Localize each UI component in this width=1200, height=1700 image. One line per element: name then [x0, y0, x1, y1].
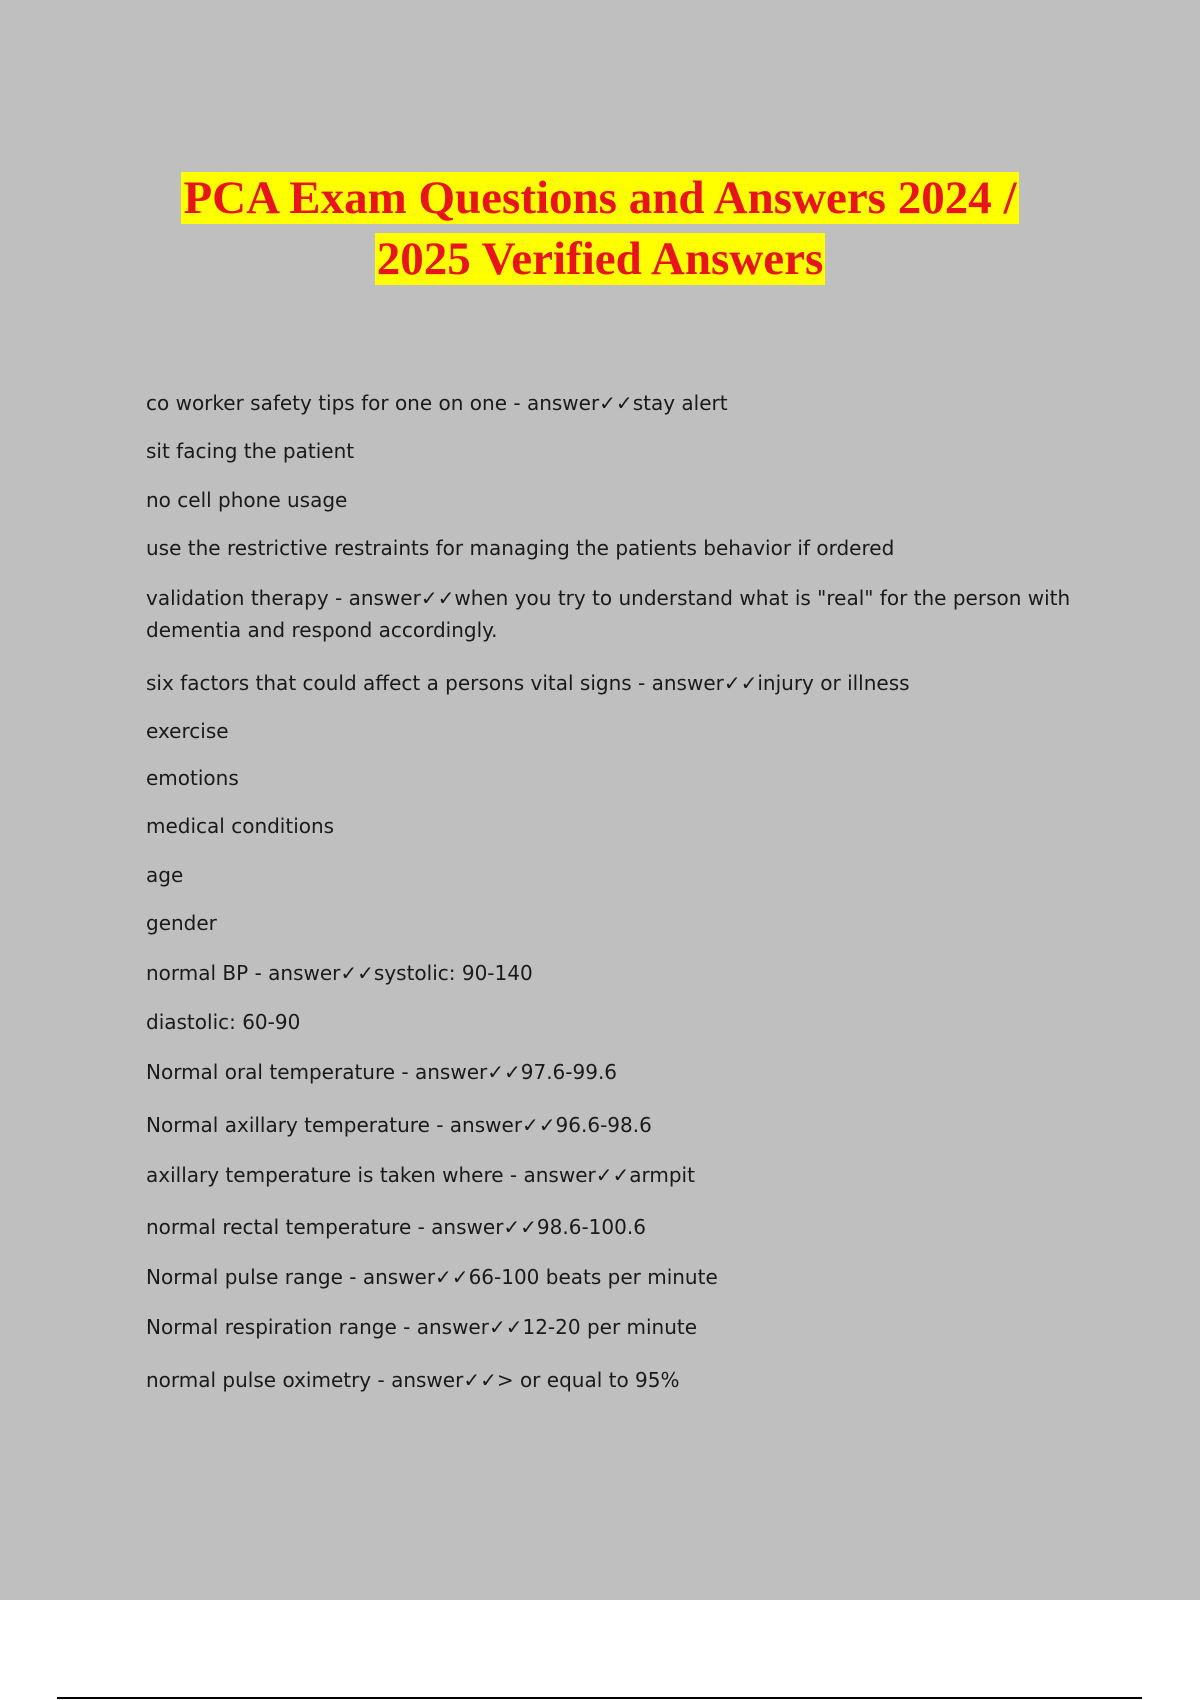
qa-line: six factors that could affect a persons vital signs - answer✓✓injury or illness [146, 671, 910, 695]
qa-line: co worker safety tips for one on one - answer✓✓stay alert [146, 391, 728, 415]
qa-line: sit facing the patient [146, 439, 355, 463]
qa-line: diastolic: 60-90 [146, 1010, 301, 1034]
qa-line: axillary temperature is taken where - answer✓✓armpit [146, 1163, 695, 1187]
document-title [0, 168, 1200, 290]
qa-line: exercise [146, 719, 229, 743]
qa-line: Normal pulse range - answer✓✓66-100 beats per minute [146, 1265, 718, 1289]
qa-line: normal pulse oximetry - answer✓✓> or equal to 95% [146, 1368, 680, 1392]
qa-line: age [146, 863, 184, 887]
qa-line: emotions [146, 766, 239, 790]
qa-line: Normal respiration range - answer✓✓12-20 per minute [146, 1315, 698, 1339]
title-line-1: PCA Exam Questions and Answers 2024 / [183, 172, 1017, 224]
qa-line: validation therapy - answer✓✓when you try to understand what is "real" for the person with dementia and respond accordingly. [146, 586, 1071, 642]
qa-line: Normal oral temperature - answer✓✓97.6-99.6 [146, 1060, 618, 1084]
qa-line: gender [146, 911, 217, 935]
footer-divider [57, 1697, 1142, 1699]
title-line-2: 2025 Verified Answers [376, 233, 824, 285]
qa-line: medical conditions [146, 814, 335, 838]
qa-line: Normal axillary temperature - answer✓✓96.6-98.6 [146, 1113, 652, 1137]
qa-line: no cell phone usage [146, 488, 348, 512]
qa-line: use the restrictive restraints for managing the patients behavior if ordered [146, 536, 895, 560]
qa-line: normal BP - answer✓✓systolic: 90-140 [146, 961, 533, 985]
qa-line: normal rectal temperature - answer✓✓98.6-100.6 [146, 1215, 646, 1239]
